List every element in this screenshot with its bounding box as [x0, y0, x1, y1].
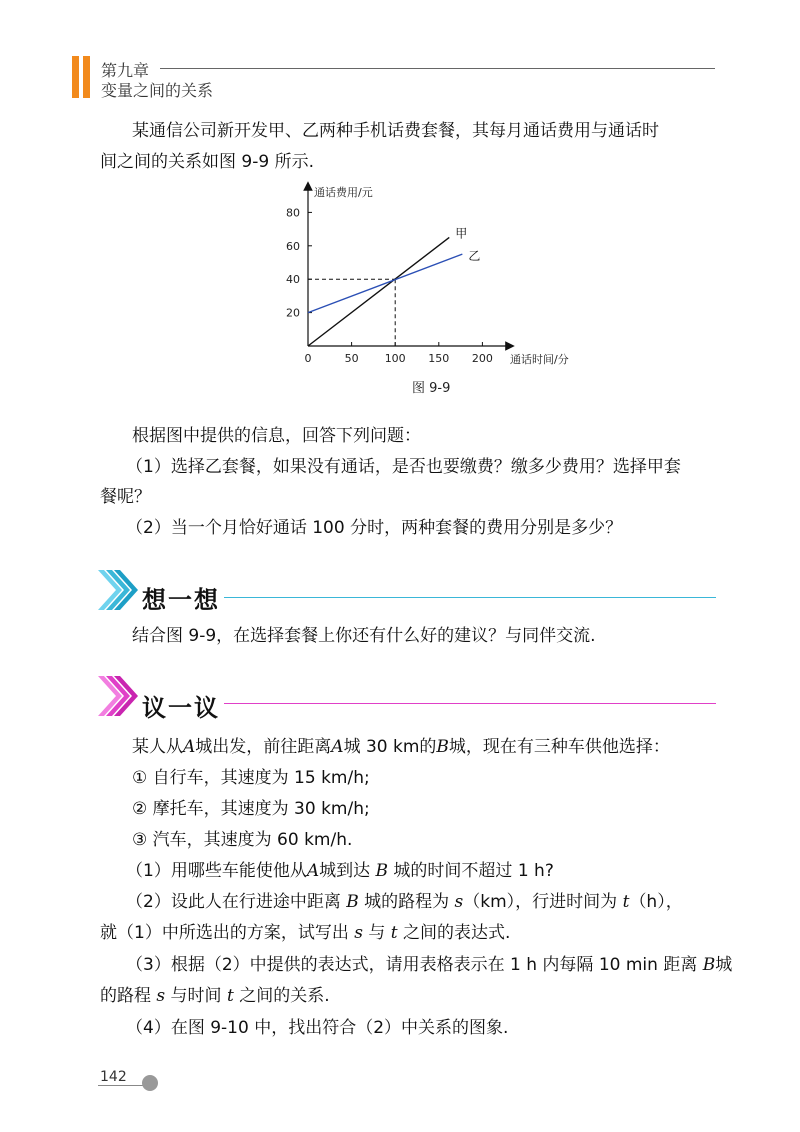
cost-time-chart	[270, 180, 600, 380]
chapter-title: 变量之间的关系	[101, 81, 214, 100]
discuss-question-1: （1）用哪些车能使他从A城到达 B 城的时间不超过 1 h?	[126, 861, 554, 881]
discuss-question-2-line-1: （2）设此人在行进途中距离 B 城的路程为 s（km），行进时间为 t（h），	[126, 892, 683, 912]
x-tick-label: 50	[344, 352, 359, 365]
series-label-yi: 乙	[468, 249, 481, 264]
question-1-line-2: 餐呢？	[100, 487, 151, 507]
discuss-question-3-line-1: （3）根据（2）中提供的表达式，请用表格表示在 1 h 内每隔 10 min 距离 B城	[126, 955, 733, 975]
discuss-question-2-line-2: 就（1）中所选出的方案，试写出 s 与 t 之间的表达式.	[100, 923, 511, 943]
discuss-intro: 某人从A城出发，前往距离A城 30 km的B城，现在有三种车供他选择：	[132, 737, 670, 757]
series-line-jia	[308, 237, 449, 346]
think-rule	[224, 597, 716, 598]
y-tick-label: 20	[286, 306, 300, 320]
x-tick-label: 200	[471, 352, 493, 365]
header-accent-bar	[83, 56, 90, 98]
series-line-yi	[308, 254, 462, 312]
option-motorcycle: ② 摩托车，其速度为 30 km/h;	[132, 799, 370, 819]
x-tick-label: 150	[428, 352, 450, 365]
discuss-question-4: （4）在图 9-10 中，找出符合（2）中关系的图象.	[126, 1018, 509, 1038]
x-axis-label: 通话时间/分	[510, 353, 569, 366]
header-accent-bar	[72, 56, 79, 98]
page-number: 142	[100, 1069, 127, 1085]
discuss-title: 议一议	[142, 694, 220, 722]
y-tick-label: 60	[286, 239, 300, 253]
discuss-rule	[224, 703, 716, 704]
intro-line-2: 间之间的关系如图 9-9 所示.	[100, 152, 314, 172]
option-bicycle: ① 自行车，其速度为 15 km/h;	[132, 768, 370, 788]
series-label-jia: 甲	[455, 226, 468, 241]
header-rule	[160, 68, 715, 69]
think-text: 结合图 9-9，在选择套餐上你还有什么好的建议？与同伴交流.	[132, 626, 596, 646]
intro-line-1: 某通信公司新开发甲、乙两种手机话费套餐，其每月通话费用与通话时	[132, 121, 659, 141]
x-tick-label: 100	[384, 352, 406, 365]
think-chevron-icon	[96, 568, 140, 612]
x-tick-label: 0	[304, 352, 312, 365]
option-car: ③ 汽车，其速度为 60 km/h.	[132, 830, 353, 850]
discuss-question-3-line-2: 的路程 s 与时间 t 之间的关系.	[100, 986, 330, 1006]
y-axis-label: 通话费用/元	[314, 186, 373, 199]
discuss-chevron-icon	[96, 674, 140, 718]
figure-caption: 图 9-9	[412, 381, 451, 396]
question-2: （2）当一个月恰好通话 100 分时，两种套餐的费用分别是多少？	[126, 518, 623, 538]
think-title: 想一想	[142, 586, 220, 614]
y-tick-label: 80	[286, 206, 300, 220]
questions-lead: 根据图中提供的信息，回答下列问题：	[132, 426, 421, 446]
y-tick-label: 40	[286, 273, 300, 287]
question-1-line-1: （1）选择乙套餐，如果没有通话，是否也要缴费？缴多少费用？选择甲套	[126, 457, 681, 477]
chapter-label: 第九章	[101, 61, 150, 80]
page-dot-icon	[142, 1075, 158, 1091]
